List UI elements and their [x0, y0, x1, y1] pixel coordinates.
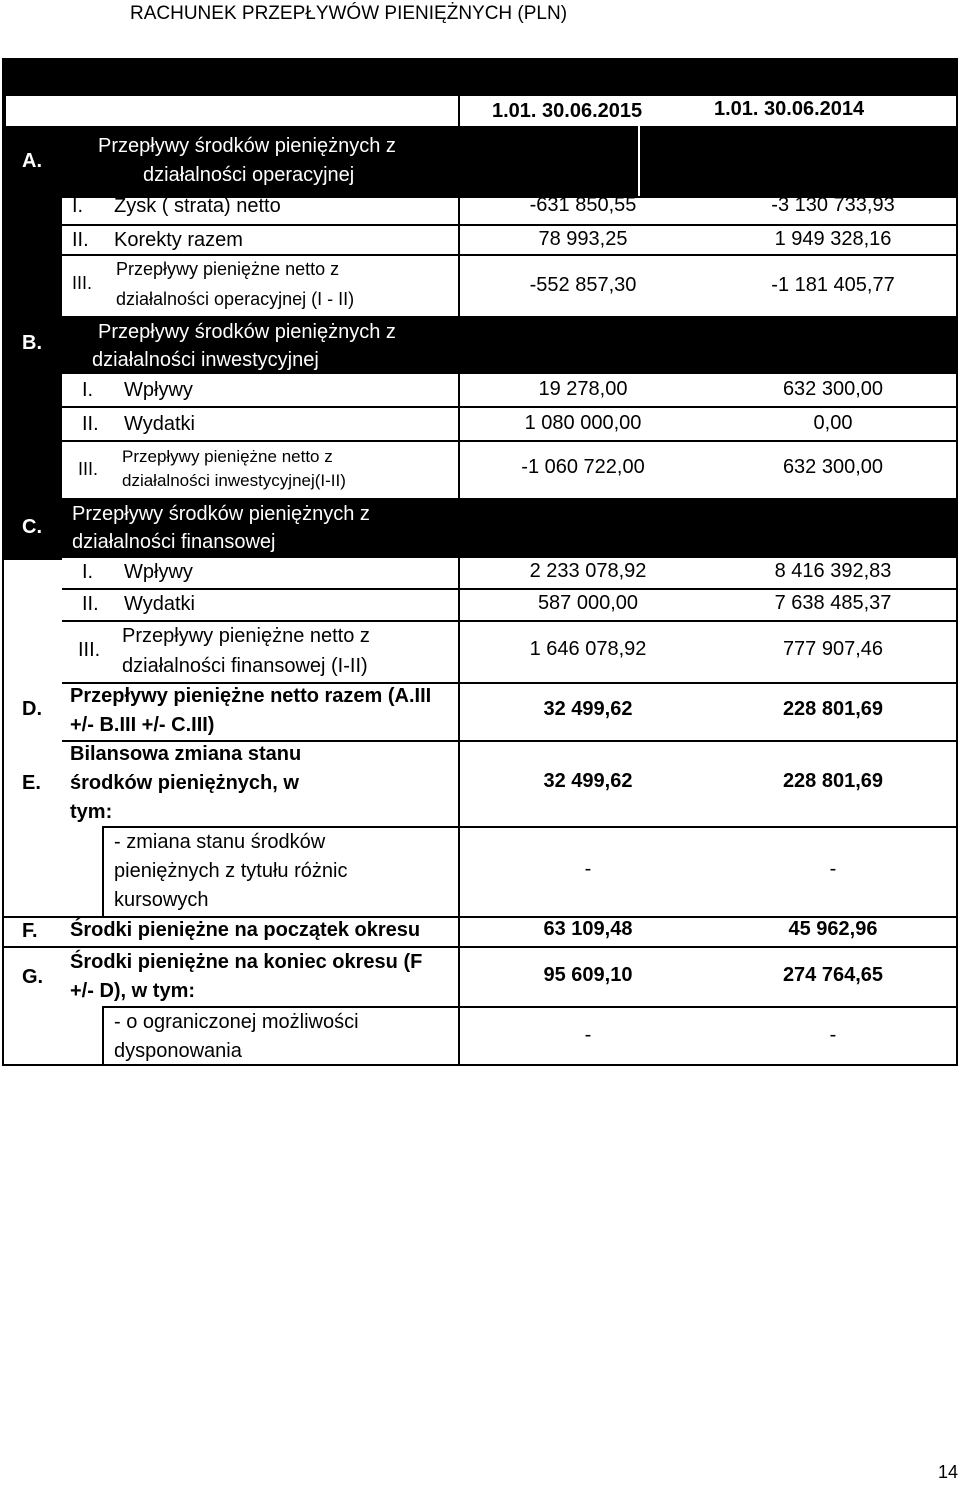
row-c2-value-2015: 587 000,00 — [537, 592, 639, 614]
page-number: 14 — [937, 1462, 958, 1482]
section-g-sub-line1: - o ograniczonej możliwości — [114, 1011, 359, 1033]
section-e-title-line3: tym: — [70, 801, 113, 823]
section-e-title-line2: środków pieniężnych, w — [70, 772, 299, 794]
row-c2-value-2014: 7 638 485,37 — [774, 592, 892, 614]
section-f-value-2014: 45 962,96 — [788, 918, 878, 940]
sub-row-divider — [102, 826, 104, 916]
section-c-letter: C. — [22, 516, 42, 538]
section-e-letter: E. — [22, 772, 41, 794]
row-a2-label: Korekty razem — [114, 229, 243, 251]
section-f-value-2015: 63 109,48 — [543, 918, 633, 940]
row-a3-value-2015: -552 857,30 — [529, 274, 637, 296]
row-b3-num: III. — [78, 459, 99, 479]
row-b3-value-2015: -1 060 722,00 — [521, 456, 645, 478]
sub-row-divider — [102, 1006, 104, 1066]
row-c3-num: III. — [78, 639, 101, 661]
row-c2-num: II. — [82, 593, 99, 615]
section-e-sub-value-2015: - — [584, 858, 592, 880]
header-period-2014: 1.01. 30.06.2014 — [714, 98, 865, 120]
section-g-title-line1: Środki pieniężne na koniec okresu (F — [70, 951, 423, 973]
header-left-band — [2, 96, 6, 126]
column-divider-header — [638, 126, 640, 196]
section-d-title-line2: +/- B.III +/- C.III) — [70, 714, 215, 736]
section-g-sub-line2: dysponowania — [114, 1040, 242, 1062]
section-c-title-line1: Przepływy środków pieniężnych z — [72, 503, 370, 525]
row-c3-label-line2: działalności finansowej (I-II) — [122, 655, 368, 677]
row-b3-label-line2: działalności inwestycyjnej(I-II) — [122, 471, 346, 490]
section-g-value-2014: 274 764,65 — [782, 964, 884, 986]
section-g-letter: G. — [22, 966, 44, 988]
row-a3-label-line1: Przepływy pieniężne netto z — [116, 259, 340, 279]
row-c1-value-2015: 2 233 078,92 — [529, 560, 647, 582]
section-c-header-values — [458, 498, 958, 558]
row-a1-value-2015: -631 850,55 — [529, 194, 637, 216]
section-e-title-line1: Bilansowa zmiana stanu — [70, 743, 302, 765]
section-d-title-line1: Przepływy pieniężne netto razem (A.III — [70, 685, 432, 707]
section-e-sub-value-2014: - — [829, 858, 837, 880]
header-period-2015: 1.01. 30.06.2015 — [492, 100, 643, 122]
row-a1-value-2014: -3 130 733,93 — [771, 194, 895, 216]
row-c1-value-2014: 8 416 392,83 — [774, 560, 892, 582]
row-a1-label: Zysk ( strata) netto — [114, 195, 281, 217]
row-b1-value-2015: 19 278,00 — [538, 378, 628, 400]
section-b-letter: B. — [22, 332, 42, 354]
row-b1-value-2014: 632 300,00 — [782, 378, 884, 400]
section-e-sub-line2: pieniężnych z tytułu różnic — [114, 860, 348, 882]
section-e-value-2015: 32 499,62 — [543, 770, 633, 792]
row-b2-num: II. — [82, 413, 99, 435]
section-f-title: Środki pieniężne na początek okresu — [70, 919, 421, 941]
section-f-letter: F. — [22, 920, 38, 942]
row-line — [62, 588, 958, 590]
section-d-value-2014: 228 801,69 — [782, 698, 884, 720]
row-c1-num: I. — [82, 561, 94, 583]
row-b3-label-line1: Przepływy pieniężne netto z — [122, 447, 333, 466]
row-b1-label: Wpływy — [124, 379, 193, 401]
row-c1-label: Wpływy — [124, 561, 193, 583]
row-c3-value-2014: 777 907,46 — [782, 638, 884, 660]
section-e-value-2014: 228 801,69 — [782, 770, 884, 792]
row-a2-num: II. — [72, 229, 89, 251]
row-b2-label: Wydatki — [124, 413, 195, 435]
row-a2-value-2015: 78 993,25 — [538, 228, 628, 250]
row-b2-value-2015: 1 080 000,00 — [524, 412, 642, 434]
section-c-title-line2: działalności finansowej — [72, 531, 276, 553]
section-g-value-2015: 95 609,10 — [543, 964, 633, 986]
cash-flow-table — [2, 58, 958, 1066]
row-line — [62, 406, 958, 408]
row-b2-value-2014: 0,00 — [813, 412, 853, 434]
row-b1-num: I. — [82, 379, 94, 401]
row-b3-value-2014: 632 300,00 — [782, 456, 884, 478]
section-e-sub-line1: - zmiana stanu środków — [114, 831, 326, 853]
row-a1-num: I. — [72, 195, 84, 217]
section-d-letter: D. — [22, 698, 42, 720]
section-a-title-line1: Przepływy środków pieniężnych z — [98, 135, 396, 157]
section-g-sub-value-2015: - — [584, 1024, 592, 1046]
page-title: RACHUNEK PRZEPŁYWÓW PIENIĘŻNYCH (PLN) — [130, 3, 568, 24]
section-d-value-2015: 32 499,62 — [543, 698, 633, 720]
row-line — [62, 440, 958, 442]
row-a3-value-2014: -1 181 405,77 — [771, 274, 895, 296]
row-c3-label-line1: Przepływy pieniężne netto z — [122, 625, 370, 647]
section-g-title-line2: +/- D), w tym: — [70, 980, 196, 1002]
section-e-sub-line3: kursowych — [114, 889, 209, 911]
row-c3-value-2015: 1 646 078,92 — [529, 638, 647, 660]
section-a-letter: A. — [22, 150, 42, 172]
section-a-title-line2: działalności operacyjnej — [143, 164, 355, 186]
row-c2-label: Wydatki — [124, 593, 195, 615]
row-a2-value-2014: 1 949 328,16 — [774, 228, 892, 250]
header-top-band — [2, 58, 958, 96]
section-b-title-line1: Przepływy środków pieniężnych z — [98, 321, 396, 343]
row-a3-label-line2: działalności operacyjnej (I - II) — [116, 289, 355, 309]
section-b-title-line2: działalności inwestycyjnej — [92, 349, 319, 371]
row-a3-num: III. — [72, 273, 93, 293]
section-g-sub-value-2014: - — [829, 1024, 837, 1046]
